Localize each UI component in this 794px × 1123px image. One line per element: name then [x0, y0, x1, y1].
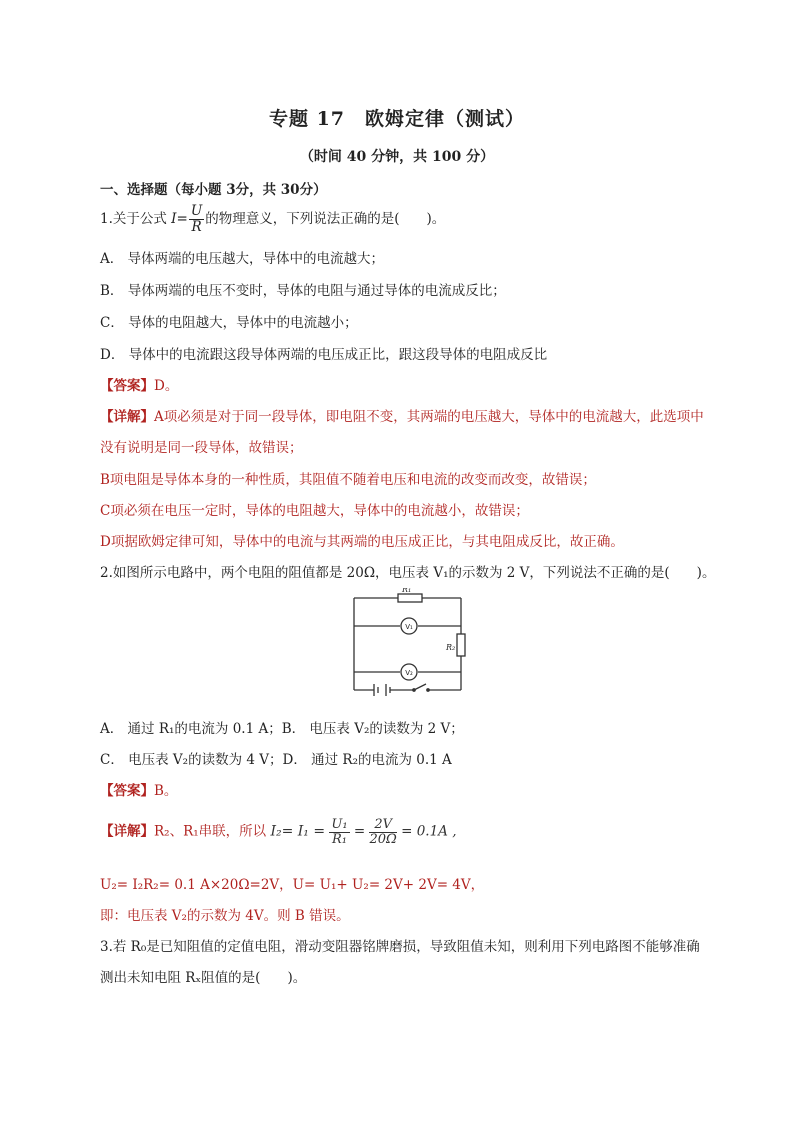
q1-suffix: 的物理意义，下列说法正确的是( )。	[205, 210, 446, 227]
q2-detail-text: R₂、R₁串联，所以	[154, 823, 267, 840]
q2-formula-fraction-2	[369, 818, 396, 846]
q1-answer-tag: 【答案】	[100, 378, 154, 394]
resistor-r1	[398, 594, 422, 602]
q2-frac1-denominator: R₁	[331, 831, 347, 847]
q2-options-line-1: A． 通过 R₁的电流为 0.1 A；B． 电压表 V₂的读数为 2 V；	[100, 721, 464, 737]
q2-stem: 2.如图所示电路中，两个电阻的阻值都是 20Ω，电压表 V₁的示数为 2 V，下列说法不正确的是( )。	[100, 565, 716, 581]
label-r2: R₂	[446, 643, 456, 652]
q3-line-2: 测出未知电阻 Rₓ阻值的是( )。	[100, 970, 307, 986]
q2-options-line-2: C． 电压表 V₂的读数为 4 V；D． 通过 R₂的电流为 0.1 A	[100, 752, 452, 768]
battery-icon	[374, 684, 390, 696]
q1-detail-line-4: C项必须在电压一定时，导体的电阻越大，导体中的电流越小，故错误；	[100, 503, 529, 519]
q1-detail-line-5: D项据欧姆定律可知，导体中的电流与其两端的电压成正比，与其电阻成反比，故正确。	[100, 534, 624, 550]
label-v1: V₁	[405, 623, 413, 631]
q1-formula-fraction	[189, 204, 204, 235]
q2-formula-rhs: = 0.1A ,	[401, 823, 457, 840]
q2-answer-value: B。	[154, 783, 178, 799]
q1-detail-line-3: B项电阻是导体本身的一种性质，其阻值不随着电压和电流的改变而改变，故错误；	[100, 472, 596, 488]
q2-formula-fraction-1	[329, 818, 349, 846]
q3-line-1: 3.若 R₀是已知阻值的定值电阻，滑动变阻器铭牌磨损，导致阻值未知，则利用下列电路图不能够准确	[100, 939, 700, 955]
label-r1: R₁	[402, 588, 412, 594]
q1-option-c: C． 导体的电阻越大，导体中的电流越小；	[100, 315, 358, 331]
q1-prefix: 1.关于公式	[100, 210, 172, 227]
section-heading: 一、选择题（每小题 3分，共 30分）	[100, 182, 327, 198]
resistor-r2	[457, 634, 465, 656]
q1-formula-numerator: U	[190, 203, 203, 219]
q1-formula-lhs: I=	[171, 210, 188, 227]
q2-conclusion: 即：电压表 V₂的示数为 4V。则 B 错误。	[100, 908, 350, 924]
switch-icon	[413, 684, 429, 691]
q2-frac2-numerator: 2V	[369, 818, 396, 833]
q1-stem	[100, 204, 445, 235]
q1-option-b: B． 导体两端的电压不变时，导体的电阻与通过导体的电流成反比；	[100, 283, 506, 299]
q1-answer	[100, 374, 178, 394]
page-title: 专题 17 欧姆定律（测试）	[268, 108, 526, 130]
q1-detail-text-1: A项必须是对于同一段导体，即电阻不变，其两端的电压越大，导体中的电流越大，此选项中	[154, 409, 704, 425]
q1-formula-denominator: R	[191, 218, 202, 235]
q1-option-d: D． 导体中的电流跟这段导体两端的电压成正比，跟这段导体的电阻成反比	[100, 347, 548, 363]
q1-detail-line-2: 没有说明是同一段导体，故错误；	[100, 440, 303, 456]
q1-detail-tag: 【详解】	[100, 409, 154, 425]
q2-answer-tag: 【答案】	[100, 783, 154, 799]
q1-detail-line-1	[100, 405, 704, 425]
q2-frac2-denominator: 20Ω	[369, 831, 397, 847]
circuit-diagram	[346, 588, 471, 700]
q2-detail-tag: 【详解】	[100, 823, 154, 840]
q2-formula-lhs: I₂= I₁ =	[270, 823, 326, 840]
q2-detail: 【详解】R₂、R₁串联，所以 I₂= I₁ = $\frac{\text{U₁}}{\text{R₁}}$ = $\frac{2V}{20\Omega}$ = 0.1A ,	[100, 817, 457, 847]
q2-answer	[100, 779, 177, 799]
label-v2: V₂	[405, 669, 413, 677]
page-subtitle: （时间 40 分钟，共 100 分）	[299, 149, 495, 165]
q2-frac1-numerator: U₁	[331, 817, 348, 832]
q2-calc-line: U₂= I₂R₂= 0.1 A×20Ω=2V，U= U₁+ U₂= 2V+ 2V= 4V，	[100, 877, 485, 893]
q1-option-a: A． 导体两端的电压越大，导体中的电流越大；	[100, 251, 385, 267]
q1-answer-value: D。	[154, 378, 179, 394]
